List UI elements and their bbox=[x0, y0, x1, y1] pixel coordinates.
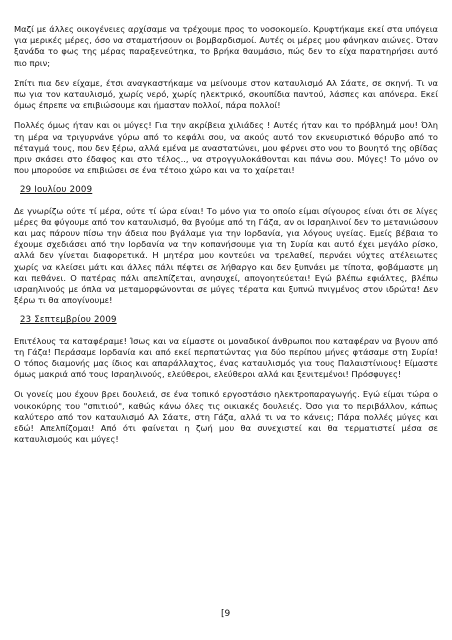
diary-date-july: 29 Ιουλίου 2009 bbox=[20, 185, 93, 196]
document-page bbox=[14, 24, 438, 455]
paragraph-new-life: Οι γονείς μου έχουν βρει δουλειά, σε ένα τοπικό εργοστάσιο ηλεκτροπαραγωγής. Εγώ είμαι τώρα ο νοικοκύρης του "σπιτιού", καθώς κάνω όλες τις οικιακές δουλειές. Όσο για το περιβάλλον, κάπως καλύτερο από τον καταυλισμό Αλ Σάατε, στη Γάζα, αλλά τι να το κάνεις; Πάρα πολλές μύγες και εδώ! Απελπίζομαι! Από ότι φαίνεται η ζωή μου θα συνεχιστεί και θα τερματιστεί μέσα σε καταυλισμούς και μύγες! bbox=[14, 389, 438, 445]
paragraph-hospital: Μαζί με άλλες οικογένειες αρχίσαμε να τρέχουμε προς το νοσοκομείο. Κρυφτήκαμε εκεί στα υπόγεια για μερικές μέρες, όσο να σταματήσουν οι βομβαρδισμοί. Αυτές οι μέρες μου φάνηκαν αιώνες. Όταν ξανάδα το φως της μέρας παραξενεύτηκα, το βρήκα θαυμάσιο, πώς δεν το είχα παρατηρήσει αυτό πιο πριν; bbox=[14, 24, 438, 68]
paragraph-escape-plan: Δε γνωρίζω ούτε τί μέρα, ούτε τί ώρα είναι! Το μόνο για το οποίο είμαι σίγουρος είναι ότι σε λίγες μέρες θα φύγουμε από τον καταυλισμό, θα βγούμε από τη Γάζα, αν οι Ισραηλινοί δεν το μετανιώσουν και μας πάρουν πίσω την άδεια που βγάλαμε για την Ιορδανία, για λόγους υγείας. Εμείς βέβαια το έχουμε σχεδιάσει από την Ιορδανία να την κοπανήσουμε για τη Συρία και αυτό έχει μεγάλο ρίσκο, αλλά δεν γίνεται διαφορετικά. Η μητέρα μου κοντεύει να τρελαθεί, περνάει νύχτες ατέλειωτες χωρίς να κλείσει μάτι και άλλες πάλι πέφτει σε λήθαργο και δεν ξυπνάει με τίποτα, φοβάμαστε μη και πεθάνει. Ο πατέρας πάλι απελπίζεται, ανησυχεί, απογοητεύεται! Εγώ βλέπω εφιάλτες, βλέπω ισραηλινούς με όπλα να μεταμορφώνονται σε μύγες τέρατα και ξυπνώ πνιγμένος στον ιδρώτα! Δεν ξέρω τι θα απογίνουμε! bbox=[14, 205, 438, 306]
paragraph-camp: Σπίτι πια δεν είχαμε, έτσι αναγκαστήκαμε να μείνουμε στον καταυλισμό Αλ Σάατε, σε σκηνή. Τι να πω για τον καταυλισμό, χωρίς νερό, χωρίς ηλεκτρικό, σκουπίδια παντού, λάσπες και απόνερα. Εκεί όμως έπρεπε να επιβιώσουμε και ήμασταν πολλοί, πάρα πολλοί! bbox=[14, 77, 438, 111]
paragraph-flies: Πολλές όμως ήταν και οι μύγες! Για την ακρίβεια χιλιάδες ! Αυτές ήταν και το πρόβλημά μου! Όλη τη μέρα να τριγυρνάνε γύρω από το κεφάλι σου, να ακούς αυτό τον εκνευριστικό θόρυβο από το πέταγμά τους, που δεν ξέρω, αλλά εμένα με αναστατώνει, μου φέρνει στο νου το βουητό της οβίδας πριν σκάσει στο έδαφος και στο τέλος.., να στρογγυλοκάθονται και πάνω σου. Μύγες! Το μόνο ον που μπορούσε να επιβιώσει σε ένα τέτοιο χώρο και να το χαίρεται! bbox=[14, 120, 438, 176]
paragraph-arrival-syria: Επιτέλους τα καταφέραμε! Ίσως και να είμαστε οι μοναδικοί άνθρωποι που καταφέραν να βγουν από τη Γάζα! Περάσαμε Ιορδανία και από εκεί περπατώντας για δύο περίπου μήνες φτάσαμε στη Συρία! Ο τόπος διαμονής μας ίδιος και απαράλλαχτος, ένας καταυλισμός για τους Παλαιστίνιους! Είμαστε όμως μακριά από τους Ισραηλινούς, ελεύθεροι, ελεύθεροι αλλά και ξενιτεμένοι! Πρόσφυγες! bbox=[14, 335, 438, 380]
diary-date-september: 23 Σεπτεμβρίου 2009 bbox=[20, 315, 117, 326]
page-number: [9 bbox=[221, 609, 231, 619]
